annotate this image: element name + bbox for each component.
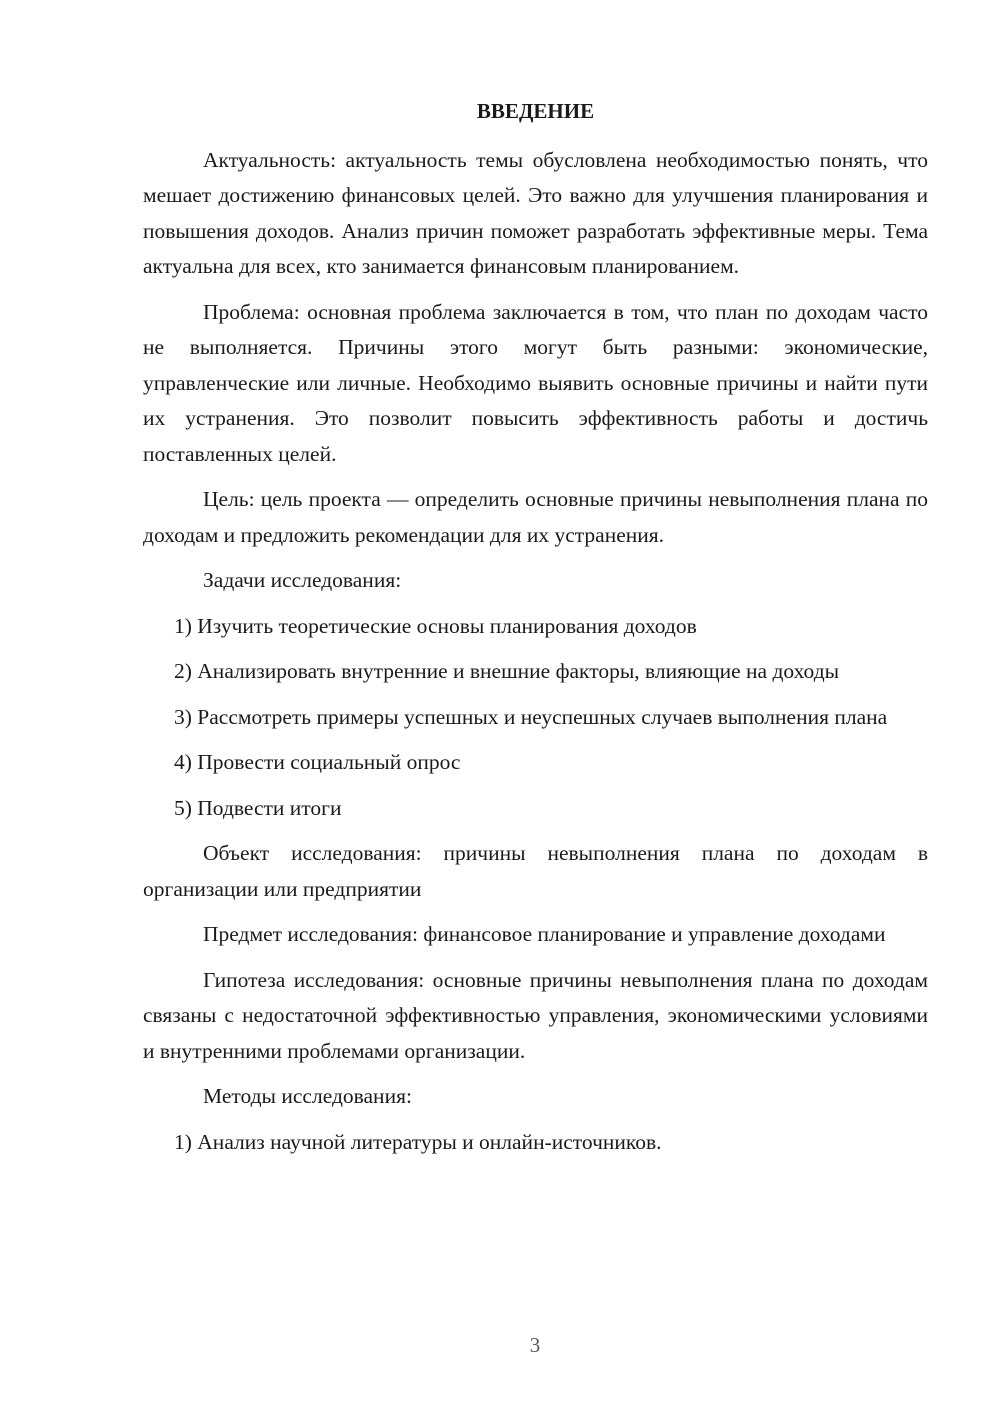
page-number: 3 bbox=[529, 1333, 541, 1357]
method-item-1: 1) Анализ научной литературы и онлайн-источников. bbox=[174, 1129, 662, 1154]
object-paragraph: Объект исследования: причины невыполнения плана по доходам в организации или предприятии bbox=[143, 841, 928, 901]
subject-paragraph: Предмет исследования: финансовое планирование и управление доходами bbox=[203, 922, 886, 946]
page-content bbox=[143, 94, 928, 1170]
methods-heading: Методы исследования: bbox=[203, 1084, 412, 1108]
hypothesis-paragraph: Гипотеза исследования: основные причины невыполнения плана по доходам связаны с недостаточной эффективностью управления, экономическими условиями и внутренними проблемами организации. bbox=[143, 967, 928, 1063]
problem-paragraph: Проблема: основная проблема заключается в том, что план по доходам часто не выполняется. Причины этого могут быть разными: экономические, управленческие или личные. Необходимо выявить основные причины и найти пути их устранения. Это позволит повысить эффективность работы и достичь поставленных целей. bbox=[143, 299, 928, 466]
tasks-heading: Задачи исследования: bbox=[203, 568, 402, 592]
task-item-5: 5) Подвести итоги bbox=[174, 795, 342, 820]
page-title: ВВЕДЕНИЕ bbox=[476, 99, 595, 123]
task-item-3: 3) Рассмотреть примеры успешных и неуспешных случаев выполнения плана bbox=[174, 704, 888, 729]
task-item-4: 4) Провести социальный опрос bbox=[174, 750, 461, 774]
goal-paragraph: Цель: цель проекта — определить основные причины невыполнения плана по доходам и предложить рекомендации для их устранения. bbox=[143, 487, 928, 547]
relevance-paragraph: Актуальность: актуальность темы обусловлена необходимостью понять, что мешает достижению финансовых целей. Это важно для улучшения планирования и повышения доходов. Анализ причин поможет разработать эффективные меры. Тема актуальна для всех, кто занимается финансовым планированием. bbox=[143, 147, 928, 278]
task-item-2: 2) Анализировать внутренние и внешние факторы, влияющие на доходы bbox=[174, 659, 840, 683]
task-item-1: 1) Изучить теоретические основы планирования доходов bbox=[174, 613, 697, 638]
